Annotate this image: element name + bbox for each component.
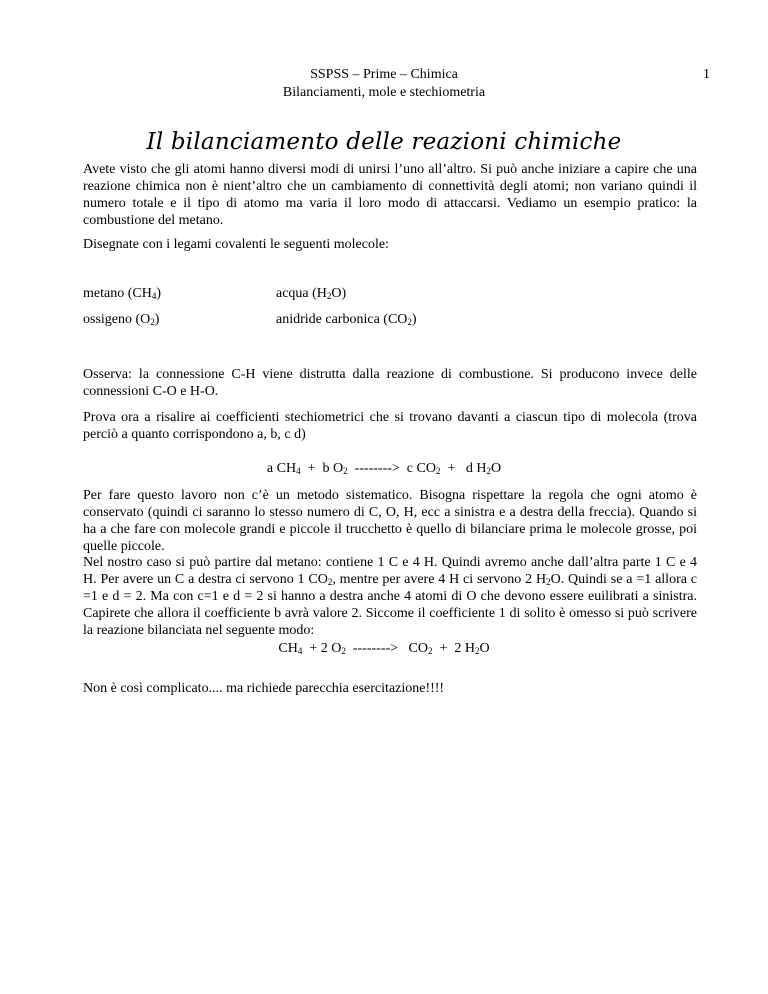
molecule-carbon-dioxide: anidride carbonica $(CO_2)$ [276, 312, 417, 327]
page-header [0, 66, 768, 102]
general-equation: a $CH_4 + b$ $O_2$ --------> c $CO_2 + d$ $H_2O$ [266, 461, 502, 476]
draw-instruction: Disegnate con i legami covalenti le seguenti molecole: [83, 237, 389, 252]
coefficients-paragraph: Prova ora a risalire ai coefficienti stechiometrici che si trovano davanti a ciascun tipo di molecola (trova perciò a quanto corrispondono a, b, c d) [83, 410, 697, 442]
conclusion-paragraph: Non è così complicato.... ma richiede parecchia esercitazione!!!! [83, 681, 445, 696]
balanced-equation: $CH_4 + 2$ $O_2$ --------> $CO_2 + 2$ $H_2O$ [278, 641, 490, 656]
page-number: 1 [703, 67, 710, 82]
molecule-methane: metano $(CH_4)$ [83, 286, 161, 301]
molecule-row [83, 311, 417, 328]
observe-paragraph: Osserva: la connessione C-H viene distrutta dalla reazione di combustione. Si producono invece delle connessioni C-O e H-O. [83, 367, 697, 399]
molecule-oxygen: ossigeno $(O_2)$ [83, 312, 160, 327]
explanation-paragraph: Nel nostro caso si può partire dal metano: contiene 1 C e 4 H. Quindi avremo anche dall’altra parte 1 C e 4 H. Per avere un C a destra ci servono 1 $CO_2$, mentre per avere 4 H ci servono 2 $H_2O$. Quindi se a =1 allora c =1 e d = 2. Ma con c=1 e d = 2 si hanno a destra anche 4 atomi di O che devono essere euilibrati a sinistra. Capirete che allora il coefficiente b avrà valore 2. Siccome il coefficiente 1 di solito è omesso si può scrivere la reazione bilanciata nel seguente modo: [83, 555, 698, 638]
header-course: SSPSS – Prime – Chimica [310, 67, 458, 82]
intro-paragraph: Avete visto che gli atomi hanno diversi modi di unirsi l’uno all’altro. Si può anche iniziare a capire che una reazione chimica non è nient’altro che un cambiamento di connettività degli atomi; non variano quindi il numero totale e il tipo di atomo ma varia il loro modo di attaccarsi. Vediamo un esempio pratico: la combustione del metano. [83, 162, 697, 228]
document-title: Il bilanciamento delle reazioni chimiche [146, 129, 622, 155]
method-paragraph: Per fare questo lavoro non c’è un metodo sistematico. Bisogna rispettare la regola che ogni atomo è conservato (quindi ci saranno lo stesso numero di C, O, H, ecc a sinistra e a destra della freccia). Quando si ha a che fare con molecole grandi e piccole il trucchetto è quello di bilanciare prima le molecole grosse, poi quelle piccole. [83, 488, 697, 554]
molecule-water: acqua $(H_2O)$ [276, 286, 347, 301]
molecule-row [83, 285, 347, 302]
header-topic: Bilanciamenti, mole e stechiometria [282, 85, 486, 100]
